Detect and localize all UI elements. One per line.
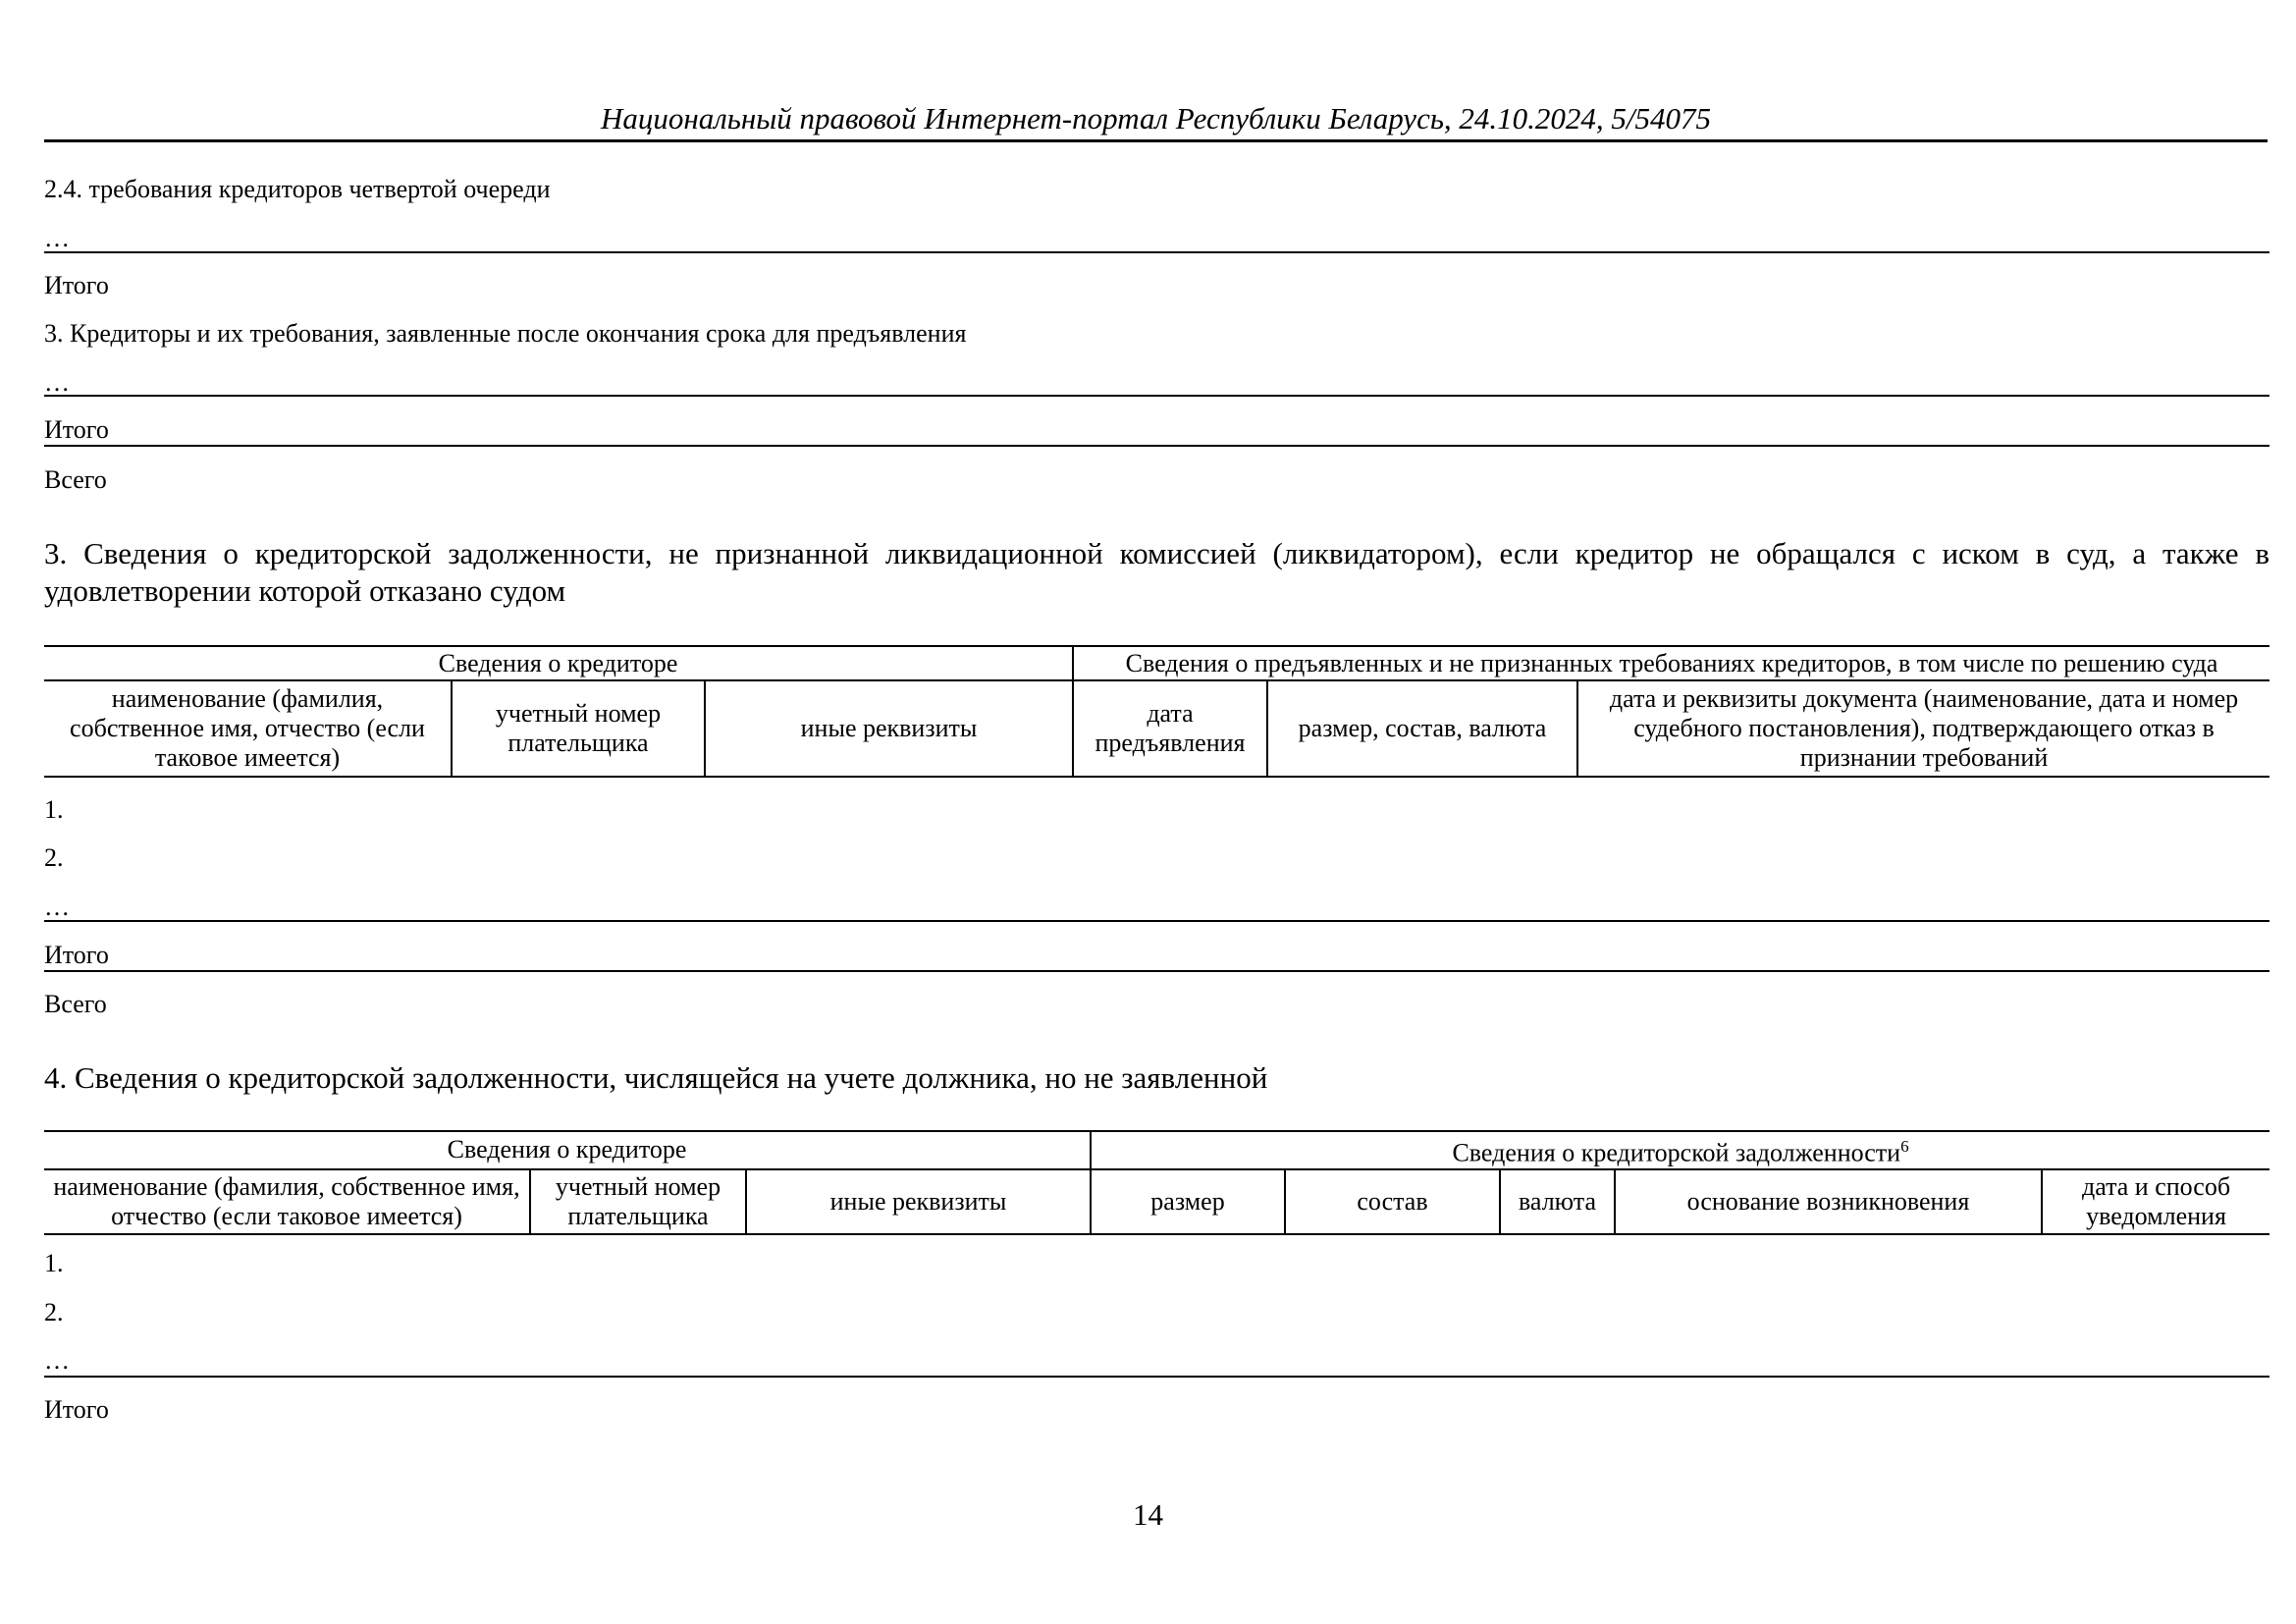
- ellipsis-row: …: [44, 368, 70, 397]
- section-4-table: [44, 1130, 2269, 1235]
- table-row: 2.: [44, 843, 64, 872]
- row-divider: [44, 445, 2269, 447]
- column-header-other-details: иные реквизиты: [746, 1169, 1091, 1234]
- portal-header: Национальный правовой Интернет-портал Республики Беларусь, 24.10.2024, 5/54075: [44, 98, 2268, 142]
- column-header-name: наименование (фамилия, собственное имя, отчество (если таковое имеется): [44, 1169, 530, 1234]
- total-row: Итого: [44, 1395, 109, 1424]
- page-number: 14: [1133, 1497, 1163, 1532]
- group-header-debt: [1091, 1131, 2269, 1169]
- column-header-amount: размер, состав, валюта: [1267, 680, 1577, 777]
- ellipsis-row: …: [44, 224, 70, 252]
- grand-total-row: Всего: [44, 990, 107, 1018]
- table-row: …: [44, 1346, 70, 1375]
- row-divider: [44, 395, 2269, 397]
- column-header-composition: состав: [1285, 1169, 1500, 1234]
- column-header-payer-number: учетный номер плательщика: [530, 1169, 746, 1234]
- section-3-heading: 3. Сведения о кредиторской задолженности, не признанной ликвидационной комиссией (ликвидатором), если кредитор не обращался с иском в суд, а также в удовлетворении которой отказано судом: [44, 536, 2269, 608]
- group-header-debt-label: Сведения о кредиторской задолженности: [1452, 1138, 1901, 1167]
- total-row: Итого: [44, 415, 109, 444]
- row-divider: [44, 1376, 2269, 1378]
- section-4-heading: 4. Сведения о кредиторской задолженности, числящейся на учете должника, но не заявленной: [44, 1060, 1268, 1095]
- table-row: …: [44, 893, 70, 921]
- total-row: Итого: [44, 941, 109, 969]
- section-3-table: [44, 645, 2269, 778]
- item-2-4: 2.4. требования кредиторов четвертой очереди: [44, 175, 551, 203]
- column-header-other-details: иные реквизиты: [705, 680, 1073, 777]
- column-header-document: дата и реквизиты документа (наименование, дата и номер судебного постановления), подтверждающего отказ в признании требований: [1577, 680, 2269, 777]
- column-header-notification: дата и способ уведомления: [2042, 1169, 2269, 1234]
- table-row: 1.: [44, 795, 64, 824]
- grand-total-row: Всего: [44, 465, 107, 494]
- item-3: 3. Кредиторы и их требования, заявленные после окончания срока для предъявления: [44, 319, 967, 348]
- group-header-creditor: Сведения о кредиторе: [44, 646, 1073, 680]
- total-row: Итого: [44, 271, 109, 299]
- column-header-name: наименование (фамилия, собственное имя, отчество (если таковое имеется): [44, 680, 452, 777]
- column-header-claim-date: дата предъявления: [1073, 680, 1267, 777]
- row-divider: [44, 920, 2269, 922]
- row-divider: [44, 251, 2269, 253]
- table-row: 1.: [44, 1249, 64, 1277]
- column-header-payer-number: учетный номер плательщика: [452, 680, 705, 777]
- column-header-currency: валюта: [1500, 1169, 1615, 1234]
- table-row: 2.: [44, 1298, 64, 1326]
- row-divider: [44, 970, 2269, 972]
- column-header-amount: размер: [1091, 1169, 1285, 1234]
- group-header-claims: Сведения о предъявленных и не признанных требованиях кредиторов, в том числе по решению суда: [1073, 646, 2269, 680]
- column-header-basis: основание возникновения: [1615, 1169, 2042, 1234]
- footnote-marker: 6: [1900, 1137, 1909, 1156]
- group-header-creditor: Сведения о кредиторе: [44, 1131, 1091, 1169]
